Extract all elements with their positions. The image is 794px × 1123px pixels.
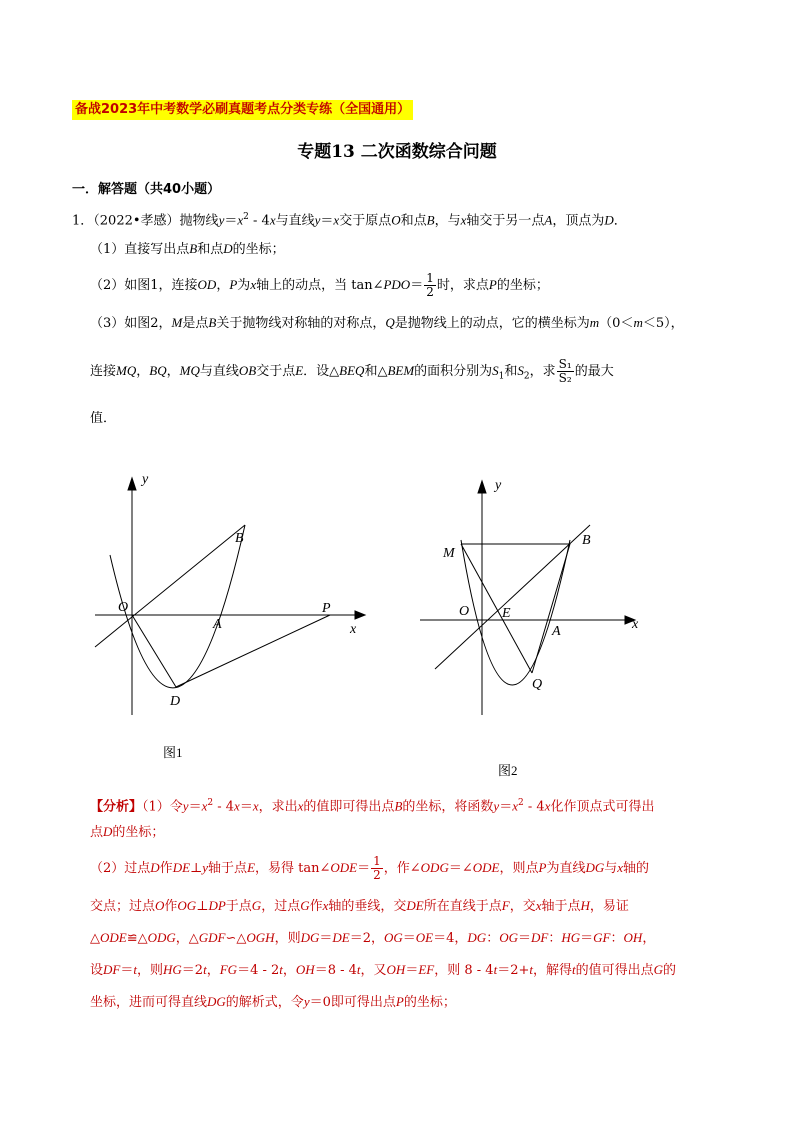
fraction-s1-over-s2: $\frac{\text{S₁}}{\text{S₂}}$ [558,357,572,385]
label-q: Q [532,677,543,692]
page-title: 专题13 二次函数综合问题 [297,142,497,162]
y-axis-arrow [478,481,486,493]
label-x: x [632,617,639,632]
question-1-part-1: （1）直接写出点B和点D的坐标； [90,241,285,257]
figure-1 [80,465,380,730]
parabola [110,525,245,688]
question-1-part-3: （3）如图2，M是点B关于抛物线对称轴的对称点，Q是抛物线上的动点，它的横坐标为m（0＜m＜5）， [90,315,684,331]
segment-dp [176,615,330,687]
section-heading: 一．解答题（共40小题） [72,182,221,197]
label-o: O [118,600,129,615]
segment-mq [461,544,532,673]
label-y: y [495,478,502,493]
label-b: B [235,531,244,546]
analysis-line-4: 交点；过点O作OG⊥DP于点G，过点G作x轴的垂线，交DE所在直线于点F，交x轴于点H，易证 [90,898,629,914]
figure-1-caption: 图1 [163,745,183,760]
figure-2 [410,475,650,725]
analysis-line-3: （2）过点D作DE⊥y轴于点E，易得 tan∠ODE＝ $\frac{1}{2}$ ，作∠ODG＝∠ODE，则点P为直线DG与x轴的 [90,854,650,882]
line-y-equals-x [435,525,590,669]
analysis-line-1: 【分析】（1）令$y=x^2 - 4x=x$，求出x的值即可得出点B的坐标，将函数$y=x^2 - 4x$化作顶点式可得出 [90,798,655,815]
label-m: M [443,546,455,561]
label-a: A [552,624,561,639]
question-1-stem: 1．（2022•孝感）抛物线$y=x^2 - 4x$与直线y＝x交于原点O和点B，与x轴交于另一点A，顶点为D． [72,212,627,229]
segment-bq [532,544,570,673]
label-p: P [322,601,331,616]
analysis-line-2: 点D的坐标； [90,824,165,840]
label-y: y [142,472,149,487]
label-o: O [459,604,470,619]
analysis-line-7: 坐标，进而可得直线DG的解析式，令y＝0即可得出点P的坐标； [90,994,456,1010]
label-b: B [582,533,591,548]
analysis-tag: 【分析】 [90,799,143,815]
figure-2-caption: 图2 [498,763,518,778]
analysis-line-6: 设DF＝t，则HG＝2t，FG＝4 - 2t，OH＝8 - 4t，又OH＝EF，则 8 - 4t＝2+t，解得t的值可得出点G的 [90,962,677,978]
x-axis-arrow [355,611,365,619]
y-axis-arrow [128,478,136,490]
question-1-part-3-cont: 连接MQ，BQ，MQ与直线OB交于点E．设△BEQ和△BEM的面积分别为$S_1$和$S_2$，求 $\frac{\text{S₁}}{\text{S₂}}$ 的最大 [90,357,614,385]
label-a: A [213,617,222,632]
label-d: D [170,694,181,709]
fraction-one-half: $\frac{1}{2}$ [426,271,434,299]
header-banner: 备战2023年中考数学必刷真题考点分类专练（全国通用） [72,100,413,120]
question-1-part-3-end: 值． [90,411,117,426]
parabola [461,540,570,685]
label-e: E [502,606,511,621]
analysis-line-5: △ODE≌△ODG，△GDF∽△OGH，则DG＝DE＝2，OG＝OE＝4，DG：OG＝DF：HG＝GF：OH， [90,930,656,946]
label-x: x [350,622,357,637]
question-1-part-2: （2）如图1，连接OD，P为x轴上的动点，当 tan∠PDO＝ $\frac{1}{2}$ 时，求点P的坐标； [90,271,549,299]
fraction-one-half: $\frac{1}{2}$ [373,854,381,882]
